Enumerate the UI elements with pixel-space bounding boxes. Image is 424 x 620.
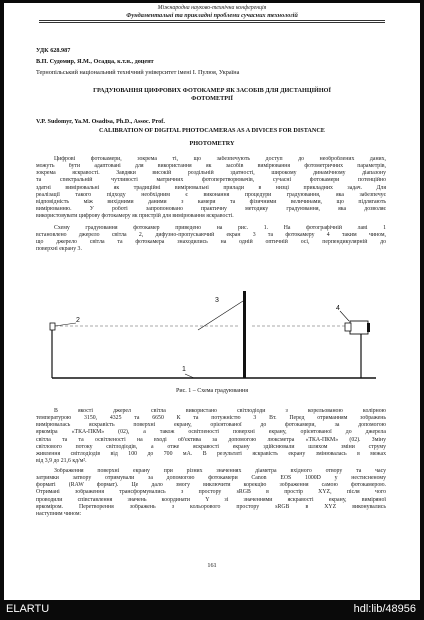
authors-en: V.P. Sudomyr, Ya.M. Osadtsa, Ph.D., Assoc. Prof. (36, 118, 165, 125)
conference-name: Міжнародна науково-технічна конференція (157, 5, 267, 11)
diffuse-screen-3 (243, 291, 246, 378)
text-line: що джерело світла та фотокамера знаходились на одній оптичній осі, перпендикулярній до (36, 239, 386, 246)
text-line: температурою 3150, 4325 та 6650 К та потужністю 3 Вт. Перед отриманням зображень (36, 415, 386, 422)
figure-label-3: 3 (215, 297, 219, 304)
light-source-2 (50, 323, 55, 330)
conference-title: Фундаментальні та прикладні проблеми сучасних технологій (126, 12, 298, 19)
text-line: світла та та освітленості на вході об'єктива за допомогою люксметра «ТКА-ПКМ» (02). Зміну (36, 436, 386, 443)
text-line: Отримані зображення трансформувались з простору sRGB в простір XYZ, після чого (36, 489, 386, 496)
text-line: форматі (RAW формат). Це дало змогу виключити корекцію зображення самою фотокамерою. (36, 482, 386, 489)
figure-label-1: 1 (182, 366, 186, 373)
text-line: яркоміра «ТКА-ПКМ» (02), а також освітленості поверхні екрану, орієнтованої до джерела (36, 429, 386, 436)
title-ua-line: ФОТОМЕТРІЇ (191, 95, 233, 102)
camera-4 (350, 321, 368, 334)
text-line: реалізації такого підходу необхідним є виконання процедури градуювання, яка забезпечує (36, 191, 386, 198)
text-line: В якості джерел світла використано світлодіоди з корельованою колірною (54, 408, 386, 414)
text-line: Зображення поверхні екрану при різних значеннях діаметра вхідного отвору та часу (54, 468, 386, 474)
text-line: встановлено джерело світла 2, дифузно-пропускаючий екран 3 та фотокамеру 4 таким чином, (36, 232, 386, 239)
text-line: можуть бути адаптовані для використання як засобів вимірювання фотометричних параметрів, (36, 163, 386, 170)
text-line: вимірюванню. У роботі запропоновано практичну методику градуювання, яка дозволяє (36, 205, 386, 212)
footer-repository-name: ELARTU (6, 603, 50, 615)
text-line: яркоміром. Перетворення зображень з кольорового простору sRGB в XYZ виконувались (36, 503, 386, 510)
title-ua-line: ГРАДУЮВАННЯ ЦИФРОВИХ ФОТОКАМЕР ЯК ЗАСОБІВ ДЛЯ ДИСТАНЦІЙНОЇ (93, 87, 331, 94)
title-en-line: CALIBRATION OF DIGITAL PHOTOCAMERAS AS A DIVICES FOR DISTANCE (99, 127, 325, 134)
paragraph-light-sources (36, 408, 386, 465)
figure-label-2: 2 (76, 317, 80, 324)
text-line: поверхні екрану 3. (36, 246, 82, 253)
camera-grip (367, 323, 370, 332)
text-line: та спектральній чутливості матричних фотоперетворювачів, сучасні фотокамери потенційно (36, 177, 386, 184)
text-line: живлення світлодіодів від 100 до 700 мА. В результаті яскравість екрану змінювалась в межах (36, 450, 386, 457)
affiliation-ua: Тернопільський національний технічний університет імені І. Пулюя, Україна (36, 69, 240, 76)
authors-ua: В.П. Судомир, Я.М., Осадца, к.т.н., доцент (36, 58, 154, 65)
calibration-scheme-figure (4, 3, 420, 403)
text-line: зокрема яскравості. Завдяки високій роздільній здатності, широкому динамічному діапазону (36, 170, 386, 177)
leader-line-2 (55, 323, 76, 326)
document-page (4, 3, 420, 600)
text-line: проводили співставлення значень координати Y зі значеннями яскравості екрану, виміряної (36, 496, 386, 503)
udc-code: УДК 628.987 (36, 47, 71, 54)
text-line: затримки затвору отримували за допомогою фотокамери Canon EOS 1000D у нестисненому (36, 475, 386, 482)
footer-handle: hdl:lib/48956 (353, 603, 416, 615)
leader-line-3 (198, 301, 243, 330)
text-line: здатні вимірювальні як традиційні вимірювальні прилади в низці прикладних задач. Для (36, 184, 386, 191)
text-line: вимірювалась яскравість поверхні екрану, орієнтованої до фотокамери, за допомогою (36, 422, 386, 429)
text-line: від 3,9 до 21,6 кд/м². (36, 457, 87, 464)
page-number: 161 (207, 562, 217, 569)
paragraph-image-processing (36, 468, 386, 518)
text-line: світлового потоку світлодіодів, а отже яскравості екрану здійснювали шляхом зміни струму (36, 443, 386, 450)
camera-lens (345, 323, 351, 331)
text-line: Схему градуювання фотокамер приведено на рис. 1. На фотографічній лаві 1 (54, 225, 386, 231)
leader-line-4 (340, 311, 349, 321)
text-line: використовувати цифрову фотокамеру як пристрій для вимірювання яскравості. (36, 213, 234, 220)
text-line: наступним чином: (36, 510, 82, 517)
figure-label-4: 4 (336, 305, 340, 312)
title-en-line: PHOTOMETRY (189, 140, 235, 147)
text-line: Цифрові фотокамери, зокрема ті, що забезпечують доступ до необроблених даних, (54, 156, 386, 162)
figure-caption: Рис. 1 – Схема градуювання (176, 388, 248, 394)
text-line: відповідність між вихідними даними з камери та фізичними величинами, що підлягають (36, 198, 386, 205)
